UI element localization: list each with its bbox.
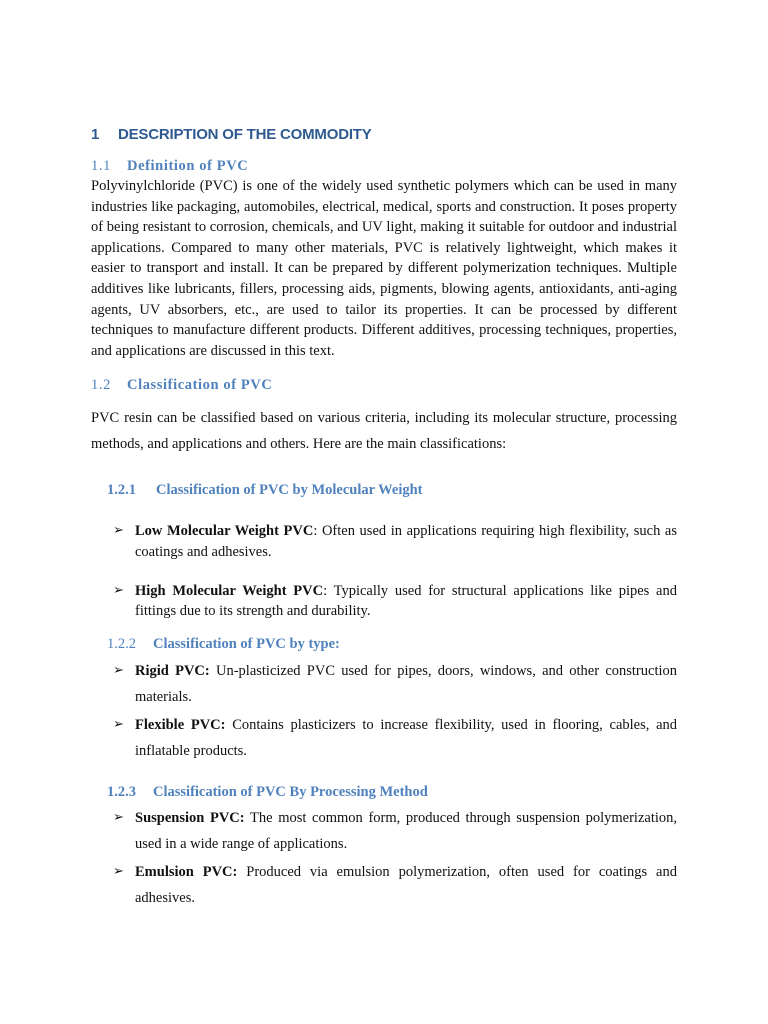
- list-item-term: High Molecular Weight PVC: [135, 582, 324, 599]
- list-item-text: Un-plasticized PVC used for pipes, doors, windows, and other construction materials.: [135, 662, 677, 706]
- heading-1-1: [91, 156, 677, 176]
- heading-1-2-1-title: Classification of PVC by Molecular Weight: [156, 482, 423, 499]
- list-item: [91, 712, 677, 765]
- classification-paragraph: PVC resin can be classified based on various criteria, including its molecular structure, processing methods, and applications and others. Here are the main classifications:: [91, 410, 677, 453]
- list-item-separator: :: [313, 523, 318, 540]
- arrow-bullet-icon: ➢: [113, 809, 124, 825]
- heading-1-2-3: [91, 782, 677, 802]
- definition-paragraph: Polyvinylchloride (PVC) is one of the widely used synthetic polymers which can be used in many industries like packaging, automobiles, electrical, medical, sports and construction. It poses property of being resistant to corrosion, chemicals, and UV light, making it suitable for outdoor and industrial applications. Compared to many other materials, PVC is relatively lightweight, which makes it easier to transport and install. It can be prepared by different polymerization techniques. Multiple additives like lubricants, fillers, processing aids, pigments, blowing agents, antioxidants, anti-aging agents, UV absorbers, etc., are used to tailor its properties. It can be processed by different techniques to manufacture different products. Different additives, processing techniques, properties, and applications are discussed in this text.: [91, 178, 677, 359]
- arrow-bullet-icon: ➢: [113, 716, 124, 732]
- arrow-bullet-icon: ➢: [113, 582, 124, 598]
- list-item: [91, 859, 677, 912]
- heading-1-1-number: 1.1: [91, 158, 111, 174]
- list-item: [91, 805, 677, 858]
- list-item: [91, 658, 677, 711]
- heading-1-2-3-number: 1.2.3: [107, 783, 136, 800]
- heading-1-1-title: Definition of PVC: [127, 158, 249, 174]
- heading-1-title: DESCRIPTION OF THE COMMODITY: [118, 126, 372, 143]
- list-item-separator: :: [323, 582, 328, 599]
- type-list: [91, 658, 677, 765]
- page-content: [91, 118, 677, 912]
- list-item-term: Low Molecular Weight PVC: [135, 523, 314, 540]
- heading-1-2-2-title: Classification of PVC by type:: [153, 635, 340, 652]
- heading-1: [91, 118, 677, 152]
- list-item: [91, 521, 677, 562]
- heading-1-2-1-number: 1.2.1: [107, 482, 136, 499]
- heading-1-2-number: 1.2: [91, 377, 111, 394]
- list-item-text: Often used in applications requiring high flexibility, such as coatings and adhesives.: [135, 523, 677, 560]
- list-item-term: Emulsion PVC:: [135, 863, 238, 880]
- list-item-term: Rigid PVC:: [135, 662, 210, 679]
- heading-1-2-1: [91, 480, 677, 500]
- list-item-term: Flexible PVC:: [135, 716, 226, 733]
- heading-1-2-3-title: Classification of PVC By Processing Method: [153, 783, 428, 800]
- heading-1-2-2-number: 1.2.2: [107, 635, 136, 652]
- arrow-bullet-icon: ➢: [113, 863, 124, 879]
- heading-1-number: 1: [91, 126, 100, 143]
- list-item-text: Typically used for structural applications like pipes and fittings due to its strength and durability.: [135, 582, 677, 620]
- heading-1-2: [91, 375, 677, 395]
- list-item-text: Produced via emulsion polymerization, often used for coatings and adhesives.: [135, 863, 677, 907]
- arrow-bullet-icon: ➢: [113, 662, 124, 678]
- list-item-text: Contains plasticizers to increase flexibility, used in flooring, cables, and inflatable products.: [135, 716, 678, 760]
- heading-1-2-title: Classification of PVC: [127, 377, 273, 394]
- heading-1-2-2: [91, 634, 677, 654]
- list-item: [91, 581, 677, 622]
- processing-method-list: [91, 805, 677, 912]
- list-item-term: Suspension PVC:: [135, 809, 245, 826]
- arrow-bullet-icon: ➢: [113, 523, 124, 539]
- molecular-weight-list: [91, 521, 677, 621]
- list-item-text: The most common form, produced through suspension polymerization, used in a wide range of applications.: [135, 809, 677, 853]
